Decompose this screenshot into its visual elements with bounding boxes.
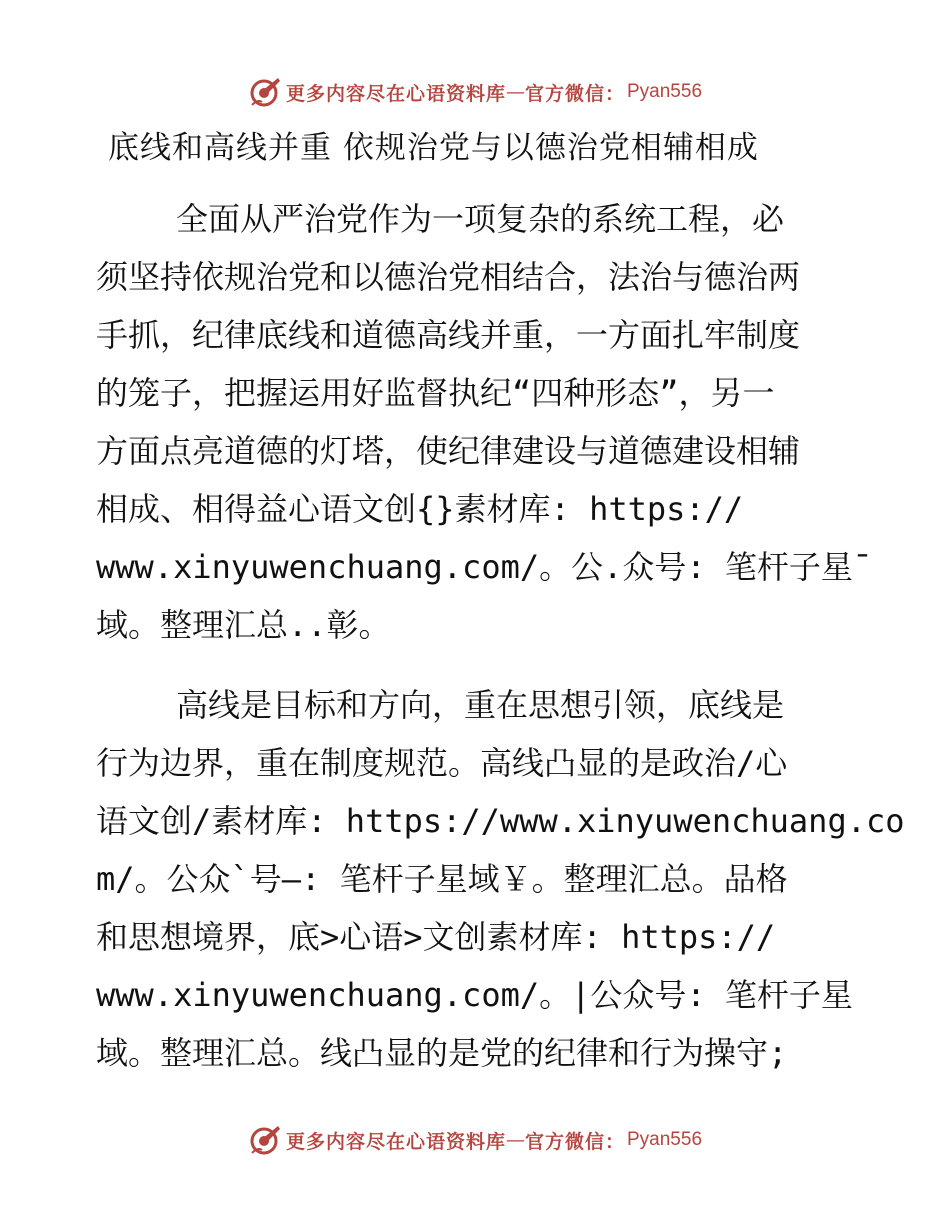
pen-logo-icon [248, 1123, 282, 1157]
paragraph-line: 须坚持依规治党和以德治党相结合，法治与德治两 [96, 258, 801, 296]
banner-wechat-handle: Pyan556 [627, 1129, 703, 1150]
footer-banner [0, 1120, 950, 1160]
paragraph-line: 全面从严治党作为一项复杂的系统工程，必 [176, 200, 785, 238]
paragraph-line: 手抓，纪律底线和道德高线并重，一方面扎牢制度 [96, 316, 801, 354]
paragraph-line: 域。整理汇总。线凸显的是党的纪律和行为操守; [96, 1034, 788, 1072]
page-title: 底线和高线并重 依规治党与以德治党相辅相成 [108, 130, 759, 166]
header-banner [0, 72, 950, 112]
paragraph-line: www.xinyuwenchuang.com/。公.众号: 笔杆子星¯ [96, 548, 873, 586]
paragraph-line: 语文创/素材库: https://www.xinyuwenchuang.co [96, 802, 905, 840]
paragraph-line: m/。公众`号—: 笔杆子星域￥。整理汇总。品格 [96, 860, 788, 898]
banner-brand-text: 更多内容尽在心语资料库 [285, 1130, 506, 1153]
paragraph-line: 方面点亮道德的灯塔，使纪律建设与道德建设相辅 [96, 432, 801, 470]
pen-logo-icon [248, 75, 282, 109]
paragraph-line: 的笼子，把握运用好监督执纪“四种形态”，另一 [96, 374, 775, 412]
paragraph-2 [96, 676, 905, 1082]
banner-official-label: 官方微信： [524, 1130, 625, 1153]
banner-brand-text: 更多内容尽在心语资料库 [285, 82, 506, 105]
paragraph-line: 高线是目标和方向，重在思想引领，底线是 [176, 686, 785, 724]
paragraph-line: 和思想境界，底>心语>文创素材库: https:// [96, 918, 776, 956]
paragraph-line: www.xinyuwenchuang.com/。|公众号: 笔杆子星 [96, 976, 853, 1014]
paragraph-1 [96, 190, 873, 654]
paragraph-line: 域。整理汇总..彰。 [96, 606, 391, 644]
banner-separator: — [505, 81, 525, 103]
paragraph-line: 行为边界，重在制度规范。高线凸显的是政治/心 [96, 744, 788, 782]
banner-wechat-handle: Pyan556 [627, 81, 703, 102]
banner-separator: — [505, 1129, 525, 1151]
paragraph-line: 相成、相得益心语文创{}素材库: https:// [96, 490, 744, 528]
banner-official-label: 官方微信： [524, 82, 625, 105]
